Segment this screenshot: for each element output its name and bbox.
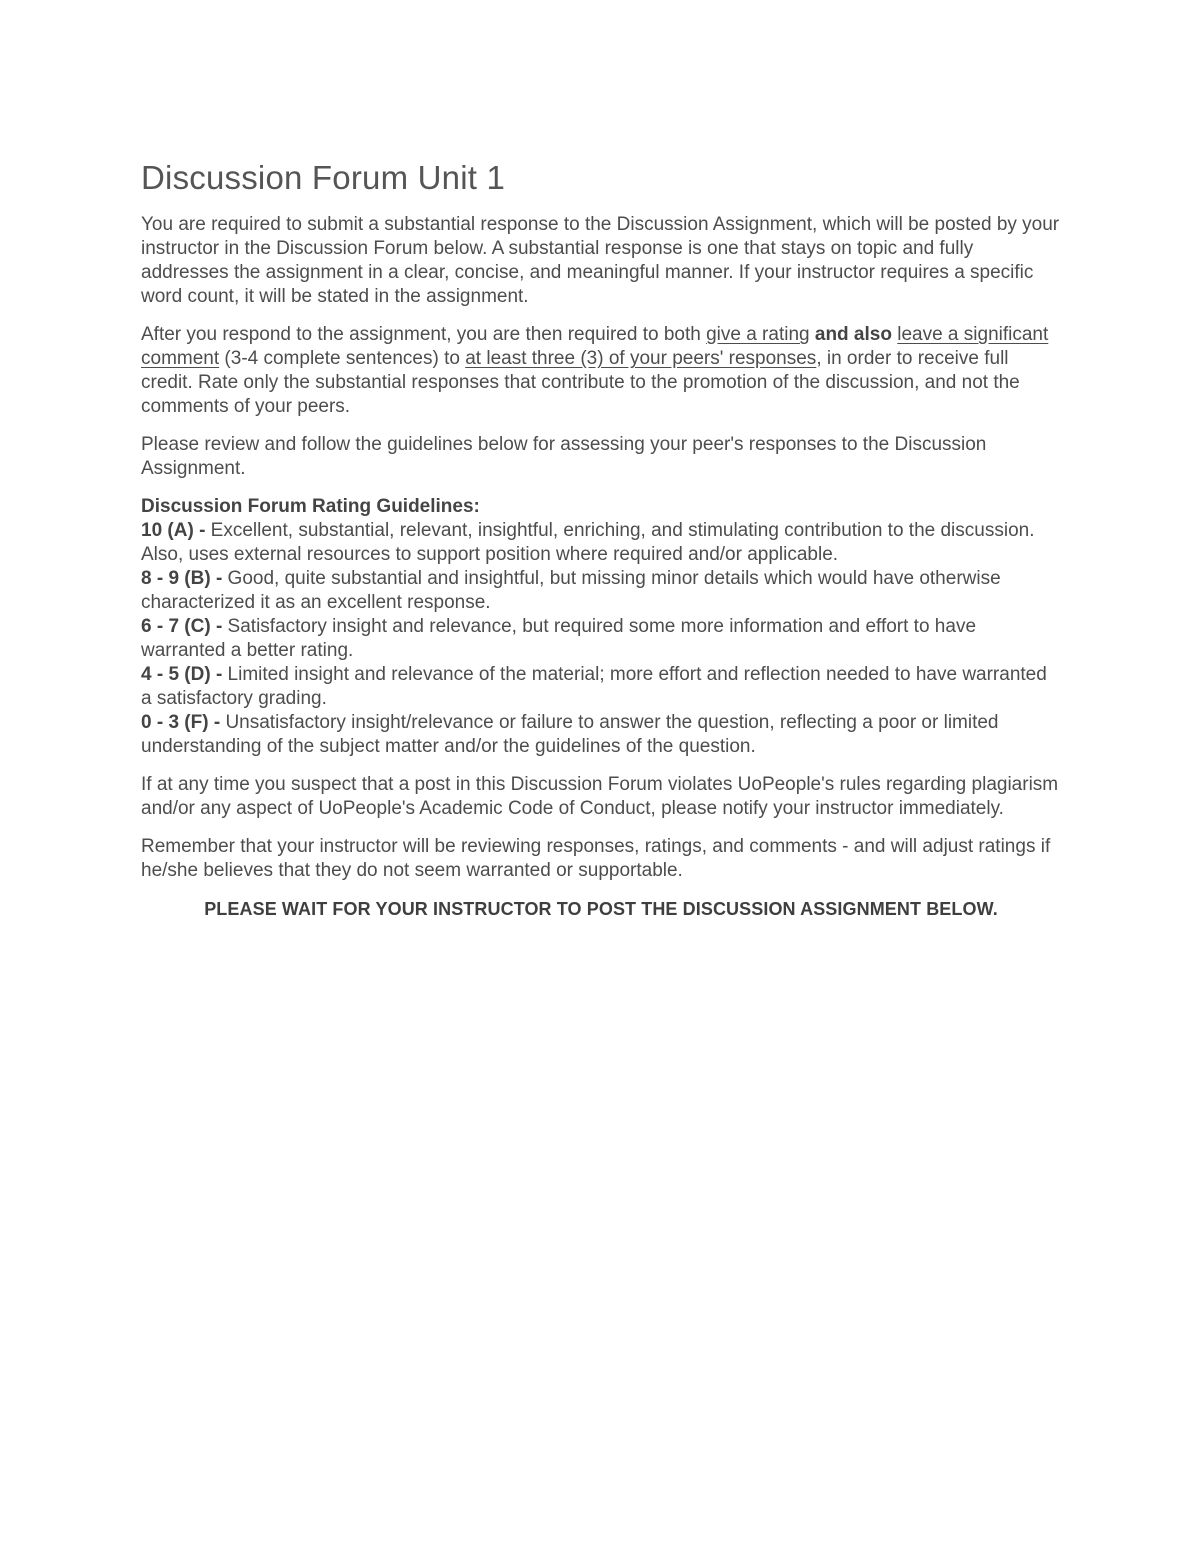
guideline-item bbox=[141, 663, 1061, 711]
page-title: Discussion Forum Unit 1 bbox=[141, 159, 506, 196]
req-text-3: , in order to receive full credit. Rate only the substantial responses that contribute to the promotion of the discussion, and not the comments of your peers. bbox=[141, 348, 1020, 417]
guideline-item bbox=[141, 615, 1061, 663]
document-page bbox=[141, 157, 1061, 935]
req-text-2: (3-4 complete sentences) to bbox=[219, 348, 466, 369]
guideline-description: Limited insight and relevance of the material; more effort and reflection needed to have warranted a satisfactory grading. bbox=[141, 664, 1047, 709]
req-text-1: After you respond to the assignment, you are then required to both bbox=[141, 324, 707, 345]
guideline-description: Unsatisfactory insight/relevance or failure to answer the question, reflecting a poor or limited understanding of the subject matter and/or the guidelines of the question. bbox=[141, 712, 999, 757]
guideline-item bbox=[141, 711, 1061, 759]
conduct-paragraph: If at any time you suspect that a post in this Discussion Forum violates UoPeople's rules regarding plagiarism and/or any aspect of UoPeople's Academic Code of Conduct, please notify your instructor immediately. bbox=[141, 774, 1059, 819]
guideline-item bbox=[141, 519, 1061, 567]
guideline-item bbox=[141, 567, 1061, 615]
give-rating-text: give a rating bbox=[706, 324, 810, 345]
reminder-paragraph: Remember that your instructor will be reviewing responses, ratings, and comments - and will adjust ratings if he/she believes that they do not seem warranted or supportable. bbox=[141, 836, 1051, 881]
rating-requirements-paragraph bbox=[141, 323, 1061, 419]
guideline-grade: 8 - 9 (B) - bbox=[141, 568, 223, 589]
guideline-grade: 10 (A) - bbox=[141, 520, 206, 541]
rating-guidelines bbox=[141, 495, 1061, 759]
review-guidelines-paragraph: Please review and follow the guidelines below for assessing your peer's responses to the Discussion Assignment. bbox=[141, 434, 987, 479]
three-peers-text: at least three (3) of your peers' responses bbox=[465, 348, 817, 369]
intro-paragraph: You are required to submit a substantial response to the Discussion Assignment, which will be posted by your instructor in the Discussion Forum below. A substantial response is one that stays on topic and fully addresses the assignment in a clear, concise, and meaningful manner. If your instructor requires a specific word count, it will be stated in the assignment. bbox=[141, 214, 1060, 307]
leave-comment-text: leave a significant comment bbox=[141, 324, 1049, 369]
wait-notice: PLEASE WAIT FOR YOUR INSTRUCTOR TO POST THE DISCUSSION ASSIGNMENT BELOW. bbox=[204, 899, 998, 919]
guideline-grade: 4 - 5 (D) - bbox=[141, 664, 223, 685]
guideline-description: Excellent, substantial, relevant, insightful, enriching, and stimulating contribution to the discussion. Also, uses external resources to support position where required and/or applicable. bbox=[141, 520, 1035, 565]
and-also-text: and also bbox=[814, 324, 892, 345]
guidelines-heading bbox=[141, 495, 1061, 519]
guideline-description: Good, quite substantial and insightful, but missing minor details which would have otherwise characterized it as an excellent response. bbox=[141, 568, 1001, 613]
guideline-description: Satisfactory insight and relevance, but required some more information and effort to have warranted a better rating. bbox=[141, 616, 977, 661]
guidelines-heading-text: Discussion Forum Rating Guidelines: bbox=[141, 496, 480, 517]
guideline-grade: 6 - 7 (C) - bbox=[141, 616, 223, 637]
guideline-grade: 0 - 3 (F) - bbox=[141, 712, 221, 733]
